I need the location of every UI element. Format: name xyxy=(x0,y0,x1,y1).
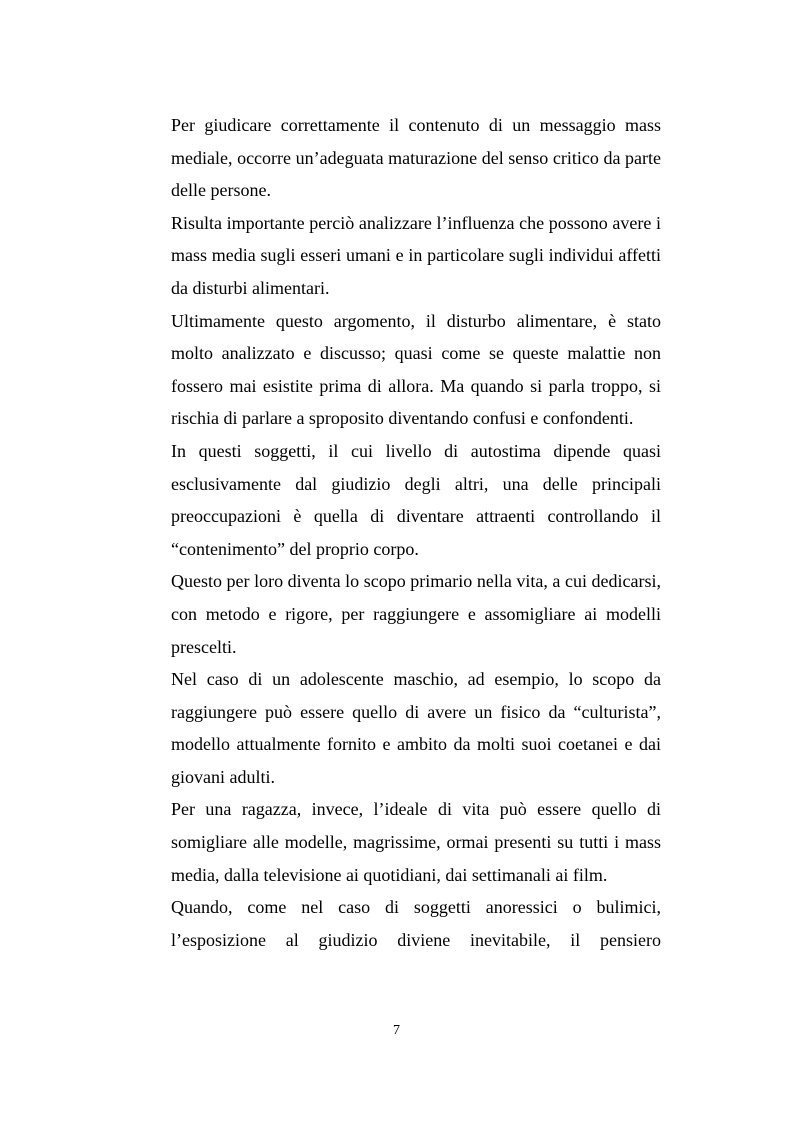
paragraph-5: Questo per loro diventa lo scopo primario nella vita, a cui dedicarsi, con metodo e rigore, per raggiungere e assomigliare ai modelli prescelti. xyxy=(171,571,661,657)
page-number: 7 xyxy=(393,1023,400,1038)
paragraph-2: Risulta importante perciò analizzare l’influenza che possono avere i mass media sugli esseri umani e in particolare sugli individui affetti da disturbi alimentari. xyxy=(171,212,661,298)
page-body xyxy=(171,109,661,956)
paragraph-6: Nel caso di un adolescente maschio, ad esempio, lo scopo da raggiungere può essere quello di avere un fisico da “culturista”, modello attualmente fornito e ambito da molti suoi coetanei e dai giovani adulti. xyxy=(171,669,661,787)
paragraph-3: Ultimamente questo argomento, il disturbo alimentare, è stato molto analizzato e discusso; quasi come se queste malattie non fossero mai esistite prima di allora. Ma quando si parla troppo, si rischia di parlare a sproposito diventando confusi e confondenti. xyxy=(171,310,661,429)
paragraph-4: In questi soggetti, il cui livello di autostima dipende quasi esclusivamente dal giudizio degli altri, una delle principali preoccupazioni è quella di diventare attraenti controllando il “contenimento” del proprio corpo. xyxy=(171,440,661,559)
paragraph-1: Per giudicare correttamente il contenuto di un messaggio mass mediale, occorre un’adeguata maturazione del senso critico da parte delle persone. xyxy=(171,115,661,201)
paragraph-7: Per una ragazza, invece, l’ideale di vita può essere quello di somigliare alle modelle, magrissime, ormai presenti su tutti i mass media, dalla televisione ai quotidiani, dai settimanali ai film. xyxy=(171,799,661,885)
paragraph-8: Quando, come nel caso di soggetti anoressici o bulimici, l’esposizione al giudizio diviene inevitabile, il pensiero xyxy=(171,897,661,950)
